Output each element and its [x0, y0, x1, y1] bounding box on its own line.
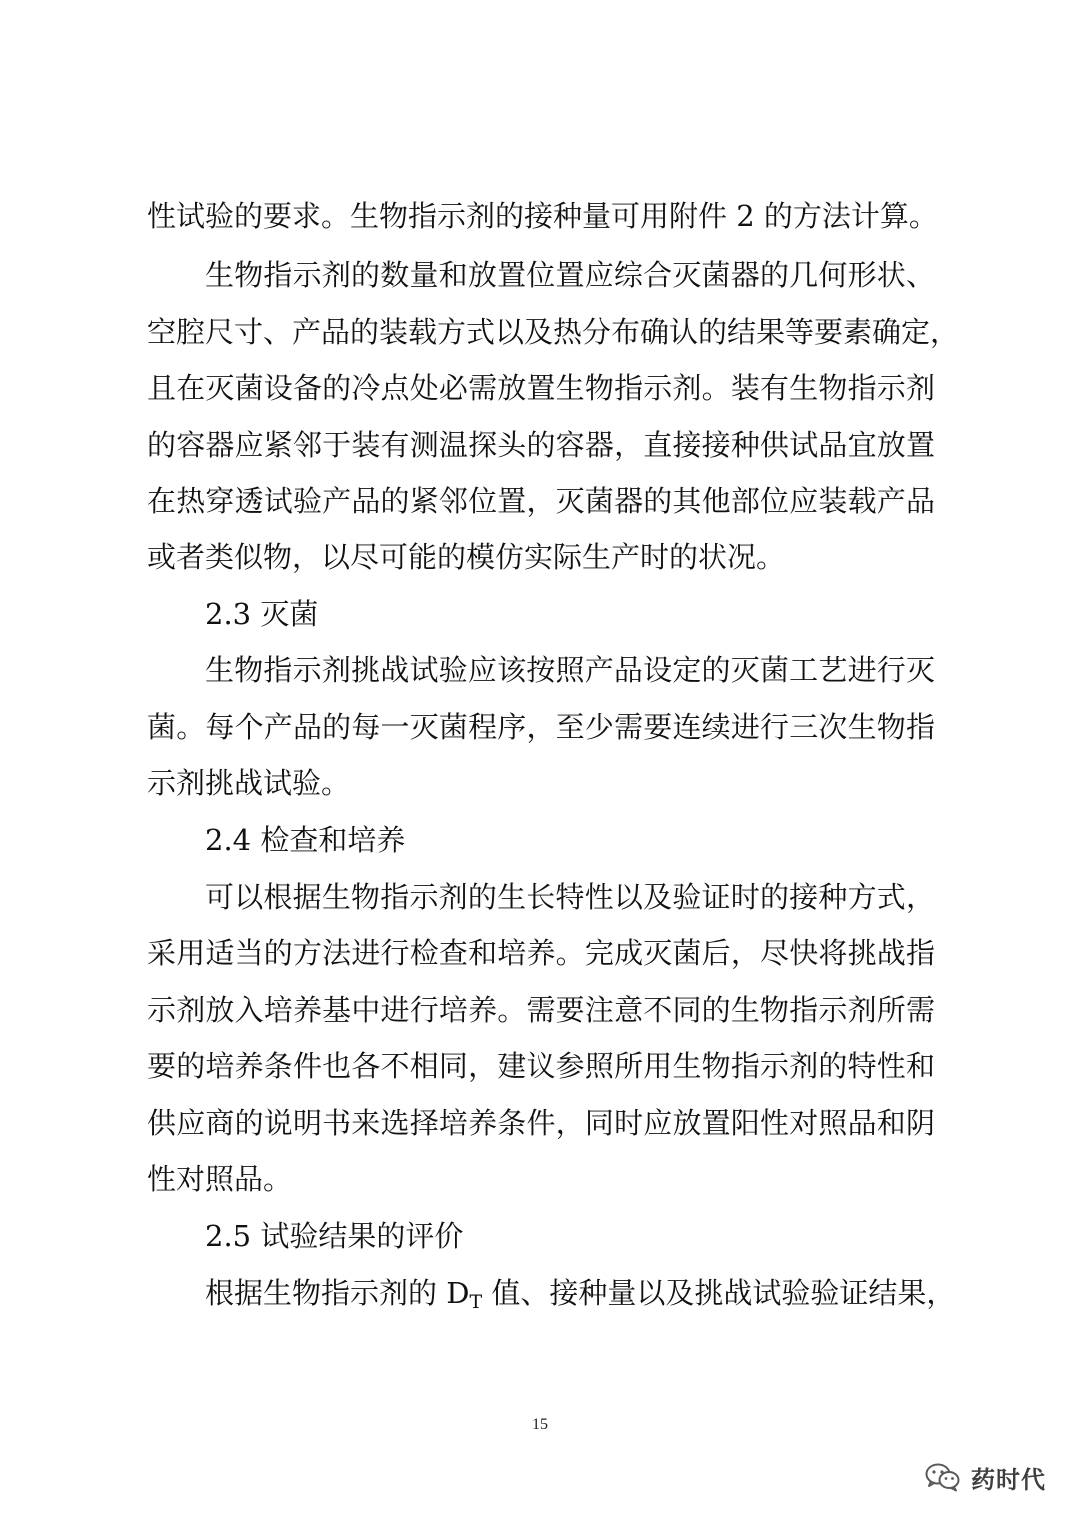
section-heading: [0, 594, 1080, 634]
paragraph-text: 性对照品。: [147, 1162, 293, 1196]
text-line: [0, 877, 1080, 917]
paragraph-text: 生物指示剂挑战试验应该按照产品设定的灭菌工艺进行灭: [205, 653, 935, 687]
text-line: [0, 933, 1080, 973]
page-number: 15: [532, 1416, 548, 1433]
paragraph-text: 可以根据生物指示剂的生长特性以及验证时的接种方式，: [205, 880, 935, 914]
paragraph-text: 生物指示剂的数量和放置位置应综合灭菌器的几何形状、: [205, 258, 935, 292]
text-line: [0, 650, 1080, 690]
text-line: [0, 707, 1080, 747]
text-line: [0, 1046, 1080, 1086]
text-line: [0, 537, 1080, 577]
section-heading-text: 2.3 灭菌: [205, 597, 319, 631]
watermark: [925, 1455, 1046, 1499]
paragraph-text: 的容器应紧邻于装有测温探头的容器，直接接种供试品宜放置: [147, 428, 935, 462]
section-heading: [0, 820, 1080, 860]
watermark-text: 药时代: [971, 1465, 1046, 1494]
section-heading: [0, 1216, 1080, 1256]
text-run: 根据生物指示剂的 D: [205, 1276, 470, 1310]
paragraph-text: 采用适当的方法进行检查和培养。完成灭菌后，尽快将挑战指: [147, 936, 935, 970]
paragraph-text: 空腔尺寸、产品的装载方式以及热分布确认的结果等要素确定，: [147, 315, 960, 349]
text-line: [0, 1159, 1080, 1199]
text-line: [0, 990, 1080, 1030]
paragraph-text: 菌。每个产品的每一灭菌程序，至少需要连续进行三次生物指: [147, 710, 935, 744]
paragraph-text: 示剂放入培养基中进行培养。需要注意不同的生物指示剂所需: [147, 993, 935, 1027]
text-line: [0, 255, 1080, 295]
paragraph-text: 在热穿透试验产品的紧邻位置，灭菌器的其他部位应装载产品: [147, 484, 935, 518]
wechat-logo-icon: [925, 1462, 961, 1492]
paragraph-text: 要的培养条件也各不相同，建议参照所用生物指示剂的特性和: [147, 1049, 935, 1083]
section-heading-text: 2.5 试验结果的评价: [205, 1219, 464, 1253]
paragraph-text: 或者类似物，以尽可能的模仿实际生产时的状况。: [147, 540, 786, 574]
subscript: T: [469, 1291, 483, 1313]
section-heading-text: 2.4 检查和培养: [205, 823, 406, 857]
text-line: [0, 196, 1080, 236]
text-line: [0, 425, 1080, 465]
text-line: [0, 312, 1080, 352]
text-run: 值、接种量以及挑战试验验证结果，: [482, 1276, 956, 1310]
text-line: [0, 368, 1080, 408]
text-line: [0, 1273, 1080, 1313]
paragraph-text: 示剂挑战试验。: [147, 766, 351, 800]
paragraph-text: 性试验的要求。生物指示剂的接种量可用附件 2 的方法计算。: [147, 199, 938, 233]
paragraph-text: 供应商的说明书来选择培养条件，同时应放置阳性对照品和阴: [147, 1106, 935, 1140]
text-line: [0, 763, 1080, 803]
text-line: [0, 481, 1080, 521]
paragraph-text: [205, 1273, 955, 1322]
text-line: [0, 1103, 1080, 1143]
paragraph-text: 且在灭菌设备的冷点处必需放置生物指示剂。装有生物指示剂: [147, 371, 935, 405]
